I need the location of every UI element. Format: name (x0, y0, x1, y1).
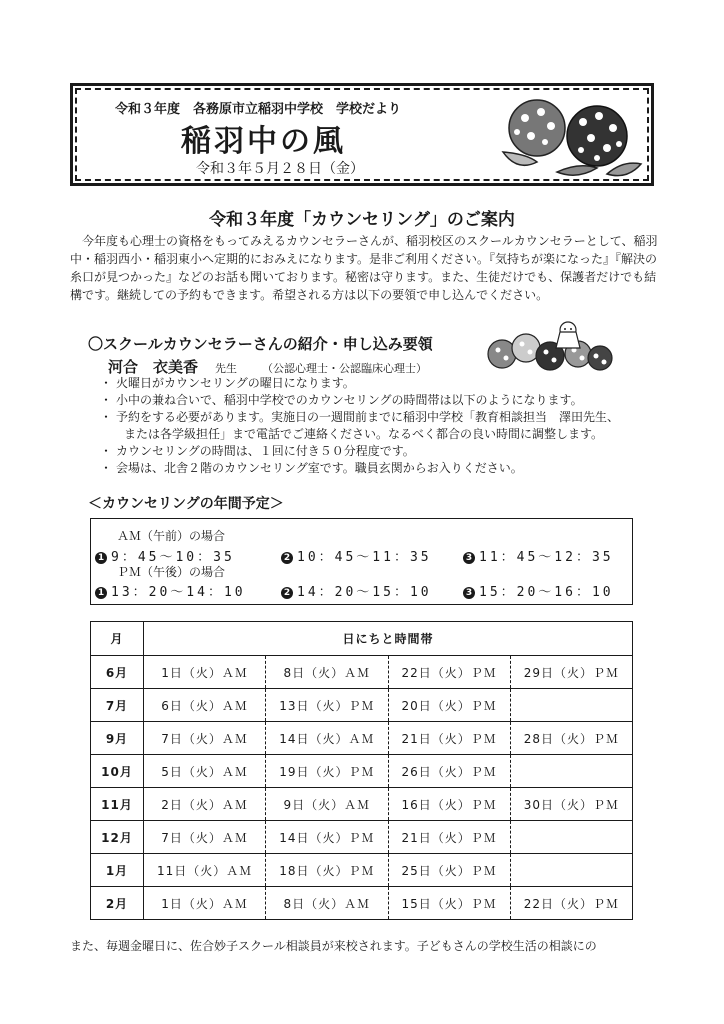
counselor-heading: 〇スクールカウンセラーさんの紹介・申し込み要領 (88, 335, 433, 353)
date-cell: 9日（火）ＡＭ (266, 788, 388, 821)
date-cell: 22日（火）ＰＭ (510, 887, 632, 920)
date-cell: 21日（火）ＰＭ (388, 821, 510, 854)
date-cell: 18日（火）ＰＭ (266, 854, 388, 887)
table-row (91, 788, 633, 821)
date-cell: 26日（火）ＰＭ (388, 755, 510, 788)
month-cell: 10月 (91, 755, 144, 788)
date-cell: 25日（火）ＰＭ (388, 854, 510, 887)
number-2-icon: 2 (281, 587, 293, 599)
month-cell: 1月 (91, 854, 144, 887)
banner-subtitle: 令和３年度 各務原市立稲羽中学校 学校だより (115, 102, 402, 117)
slot-time: 14：20～15：10 (297, 585, 432, 600)
date-cell: 7日（火）ＡＭ (144, 821, 266, 854)
date-cell: 16日（火）ＰＭ (388, 788, 510, 821)
am-label: ＡＭ（午前）の場合 (117, 529, 226, 543)
date-cell: 29日（火）ＰＭ (510, 656, 632, 689)
issue-date: 令和３年５月２８日（金） (196, 161, 364, 177)
date-cell: 19日（火）ＰＭ (266, 755, 388, 788)
date-cell: 28日（火）ＰＭ (510, 722, 632, 755)
month-cell: 7月 (91, 689, 144, 722)
month-cell: 11月 (91, 788, 144, 821)
date-cell: 5日（火）ＡＭ (144, 755, 266, 788)
schedule-heading: ＜カウンセリングの年間予定＞ (88, 496, 284, 512)
am-slot-2 (281, 546, 432, 565)
pm-slot-1 (95, 581, 246, 600)
table-header-row (91, 622, 633, 656)
hydrangea-illustration-icon (497, 92, 645, 180)
date-cell (510, 854, 632, 887)
number-1-icon: 1 (95, 552, 107, 564)
guideline-item-continued: または各学級担任」まで電話でご連絡ください。なるべく都合の良い時間に調整します。 (124, 427, 604, 441)
counselor-name: 河合 衣美香 (108, 358, 199, 376)
date-cell: 20日（火）ＰＭ (388, 689, 510, 722)
slot-time: 13：20～14：10 (111, 585, 246, 600)
dates-header: 日にちと時間帯 (144, 622, 633, 656)
table-row (91, 722, 633, 755)
date-cell: 21日（火）ＰＭ (388, 722, 510, 755)
month-cell: 9月 (91, 722, 144, 755)
guideline-item: ・ 火曜日がカウンセリングの曜日になります。 (104, 375, 664, 392)
notice-intro (70, 232, 660, 304)
month-header: 月 (91, 622, 144, 656)
date-cell: 11日（火）ＡＭ (144, 854, 266, 887)
guideline-item: ・ 小中の兼ね合いで、稲羽中学校でのカウンセリングの時間帯は以下のようになります。 (104, 392, 664, 409)
number-3-icon: 3 (463, 552, 475, 564)
date-cell (510, 821, 632, 854)
date-cell: 15日（火）ＰＭ (388, 887, 510, 920)
footer-note: また、毎週金曜日に、佐合妙子スクール相談員が来校されます。子どもさんの学校生活の相談にの (70, 939, 597, 953)
table-row (91, 887, 633, 920)
slot-time: 11：45～12：35 (479, 550, 614, 565)
hydrangea-teru-teru-icon (482, 318, 620, 378)
newsletter-banner (70, 83, 654, 186)
slot-time: 15：20～16：10 (479, 585, 614, 600)
date-cell: 14日（火）ＡＭ (266, 722, 388, 755)
application-guidelines (104, 375, 664, 477)
month-cell: 2月 (91, 887, 144, 920)
date-cell: 8日（火）ＡＭ (266, 887, 388, 920)
schedule-table (90, 621, 633, 920)
number-3-icon: 3 (463, 587, 475, 599)
date-cell: 1日（火）ＡＭ (144, 656, 266, 689)
notice-title: 令和３年度「カウンセリング」のご案内 (209, 210, 515, 230)
newsletter-title: 稲羽中の風 (181, 124, 346, 159)
date-cell: 7日（火）ＡＭ (144, 722, 266, 755)
number-1-icon: 1 (95, 587, 107, 599)
date-cell: 2日（火）ＡＭ (144, 788, 266, 821)
slot-time: 10：45～11：35 (297, 550, 432, 565)
date-cell: 22日（火）ＰＭ (388, 656, 510, 689)
counselor-credentials: （公認心理士・公認臨床心理士） (262, 362, 427, 375)
date-cell: 6日（火）ＡＭ (144, 689, 266, 722)
pm-slot-2 (281, 581, 432, 600)
date-cell: 8日（火）ＡＭ (266, 656, 388, 689)
intro-paragraph: 今年度も心理士の資格をもってみえるカウンセラーさんが、稲羽校区のスクールカウンセラーとして、稲羽中・稲羽西小・稲羽東小へ定期的におみえになります。是非ご利用ください。『気持ちが楽になった』『解決の糸口が見つかった』などのお話も聞いております。秘密は守ります。また、生徒だけでも、保護者だけでも結構です。継続しての予約もできます。希望される方は以下の要領で申し込んでください。 (70, 234, 658, 302)
table-row (91, 689, 633, 722)
date-cell: 13日（火）ＰＭ (266, 689, 388, 722)
table-row (91, 656, 633, 689)
am-slot-3 (463, 546, 614, 565)
table-row (91, 755, 633, 788)
guideline-item: ・ カウンセリングの時間は、１回に付き５０分程度です。 (104, 443, 664, 460)
date-cell (510, 755, 632, 788)
time-slot-box (90, 518, 633, 605)
table-row (91, 821, 633, 854)
month-cell: 12月 (91, 821, 144, 854)
slot-time: 9：45～10：35 (111, 550, 235, 565)
month-cell: 6月 (91, 656, 144, 689)
date-cell: 30日（火）ＰＭ (510, 788, 632, 821)
guideline-item: ・ 予約をする必要があります。実施日の一週間前までに稲羽中学校「教育相談担当 澤田先生、 (104, 409, 664, 426)
date-cell: 14日（火）ＰＭ (266, 821, 388, 854)
guideline-item: ・ 会場は、北舎２階のカウンセリング室です。職員玄関からお入りください。 (104, 460, 664, 477)
date-cell: 1日（火）ＡＭ (144, 887, 266, 920)
table-row (91, 854, 633, 887)
pm-slot-3 (463, 581, 614, 600)
number-2-icon: 2 (281, 552, 293, 564)
pm-label: ＰＭ（午後）の場合 (117, 565, 226, 579)
counselor-honorific: 先生 (215, 362, 237, 375)
schedule-body (91, 656, 633, 920)
date-cell (510, 689, 632, 722)
